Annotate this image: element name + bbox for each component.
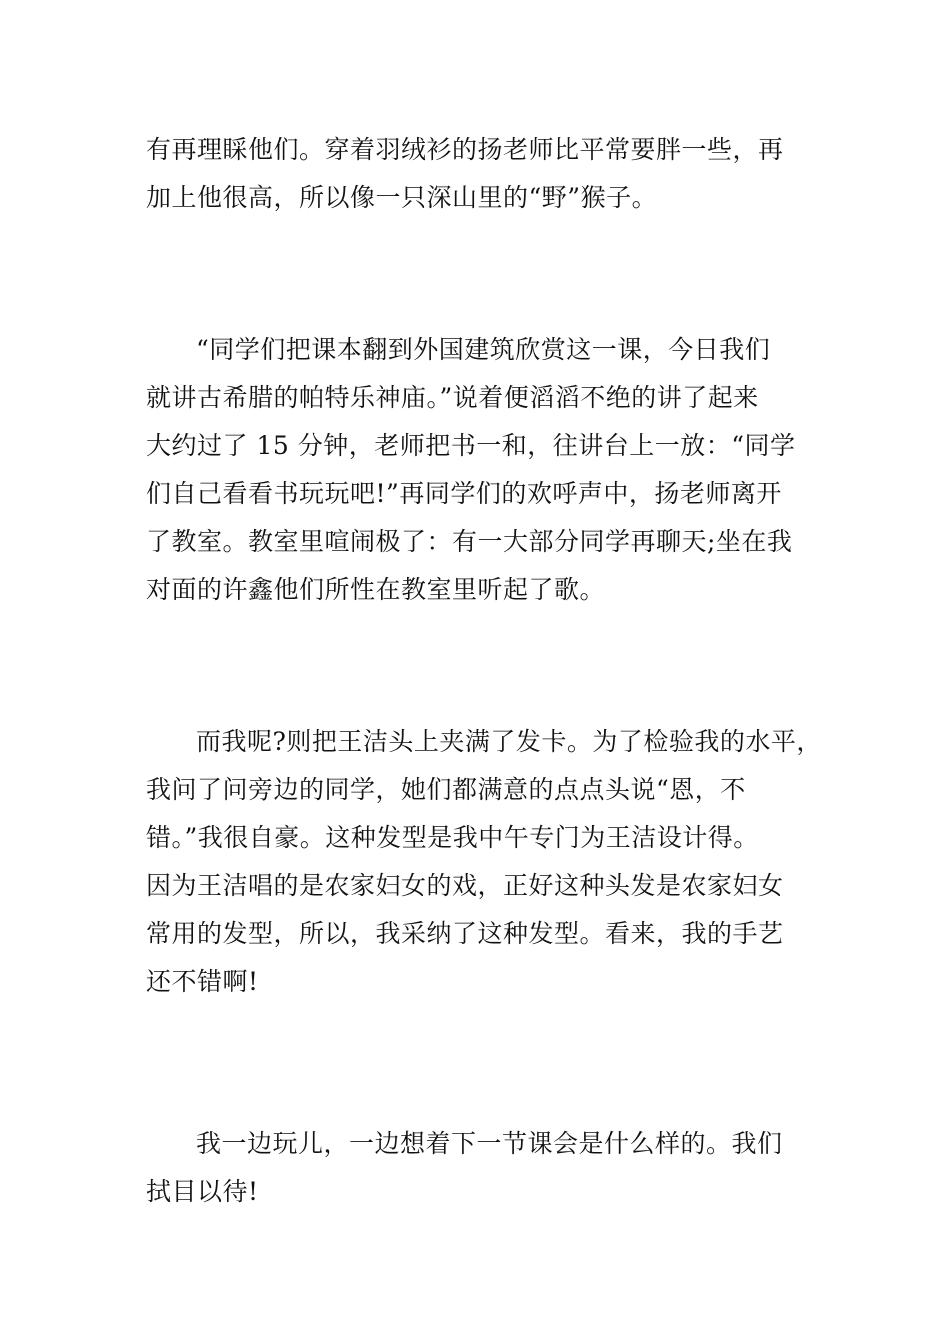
paragraph-2 (146, 326, 826, 614)
paragraph-line: 大约过了 15 分钟，老师把书一和，往讲台上一放：“同学 (146, 431, 796, 460)
paragraph-line: “同学们把课本翻到外国建筑欣赏这一课，今日我们 (196, 335, 771, 364)
paragraph-line: 错。”我很自豪。这种发型是我中午专门为王洁设计得。 (146, 823, 759, 852)
paragraph-line: 拭目以待! (146, 1177, 259, 1206)
paragraph-line: 就讲古希腊的帕特乐神庙。”说着便滔滔不绝的讲了起来 (146, 383, 759, 412)
paragraph-1 (146, 126, 826, 222)
paragraph-line: 对面的许鑫他们所性在教室里听起了歌。 (146, 575, 606, 604)
paragraph-line: 有再理睬他们。穿着羽绒衫的扬老师比平常要胖一些，再 (146, 135, 784, 164)
paragraph-line: 我一边玩儿，一边想着下一节课会是什么样的。我们 (196, 1129, 783, 1158)
paragraph-line: 加上他很高，所以像一只深山里的“野”猴子。 (146, 183, 658, 212)
paragraph-line: 常用的发型，所以，我采纳了这种发型。看来，我的手艺 (146, 919, 784, 948)
paragraph-line: 而我呢?则把王洁头上夹满了发卡。为了检验我的水平， (196, 727, 822, 756)
paragraph-line: 了教室。教室里喧闹极了：有一大部分同学再聊天;坐在我 (146, 527, 793, 556)
paragraph-3 (146, 718, 826, 1006)
paragraph-line: 因为王洁唱的是农家妇女的戏，正好这种头发是农家妇女 (146, 871, 784, 900)
paragraph-line: 还不错啊! (146, 967, 259, 996)
paragraph-4 (146, 1120, 826, 1216)
paragraph-line: 们自己看看书玩玩吧!”再同学们的欢呼声中，扬老师离开 (146, 479, 782, 508)
paragraph-line: 我问了问旁边的同学，她们都满意的点点头说“恩，不 (146, 775, 746, 804)
